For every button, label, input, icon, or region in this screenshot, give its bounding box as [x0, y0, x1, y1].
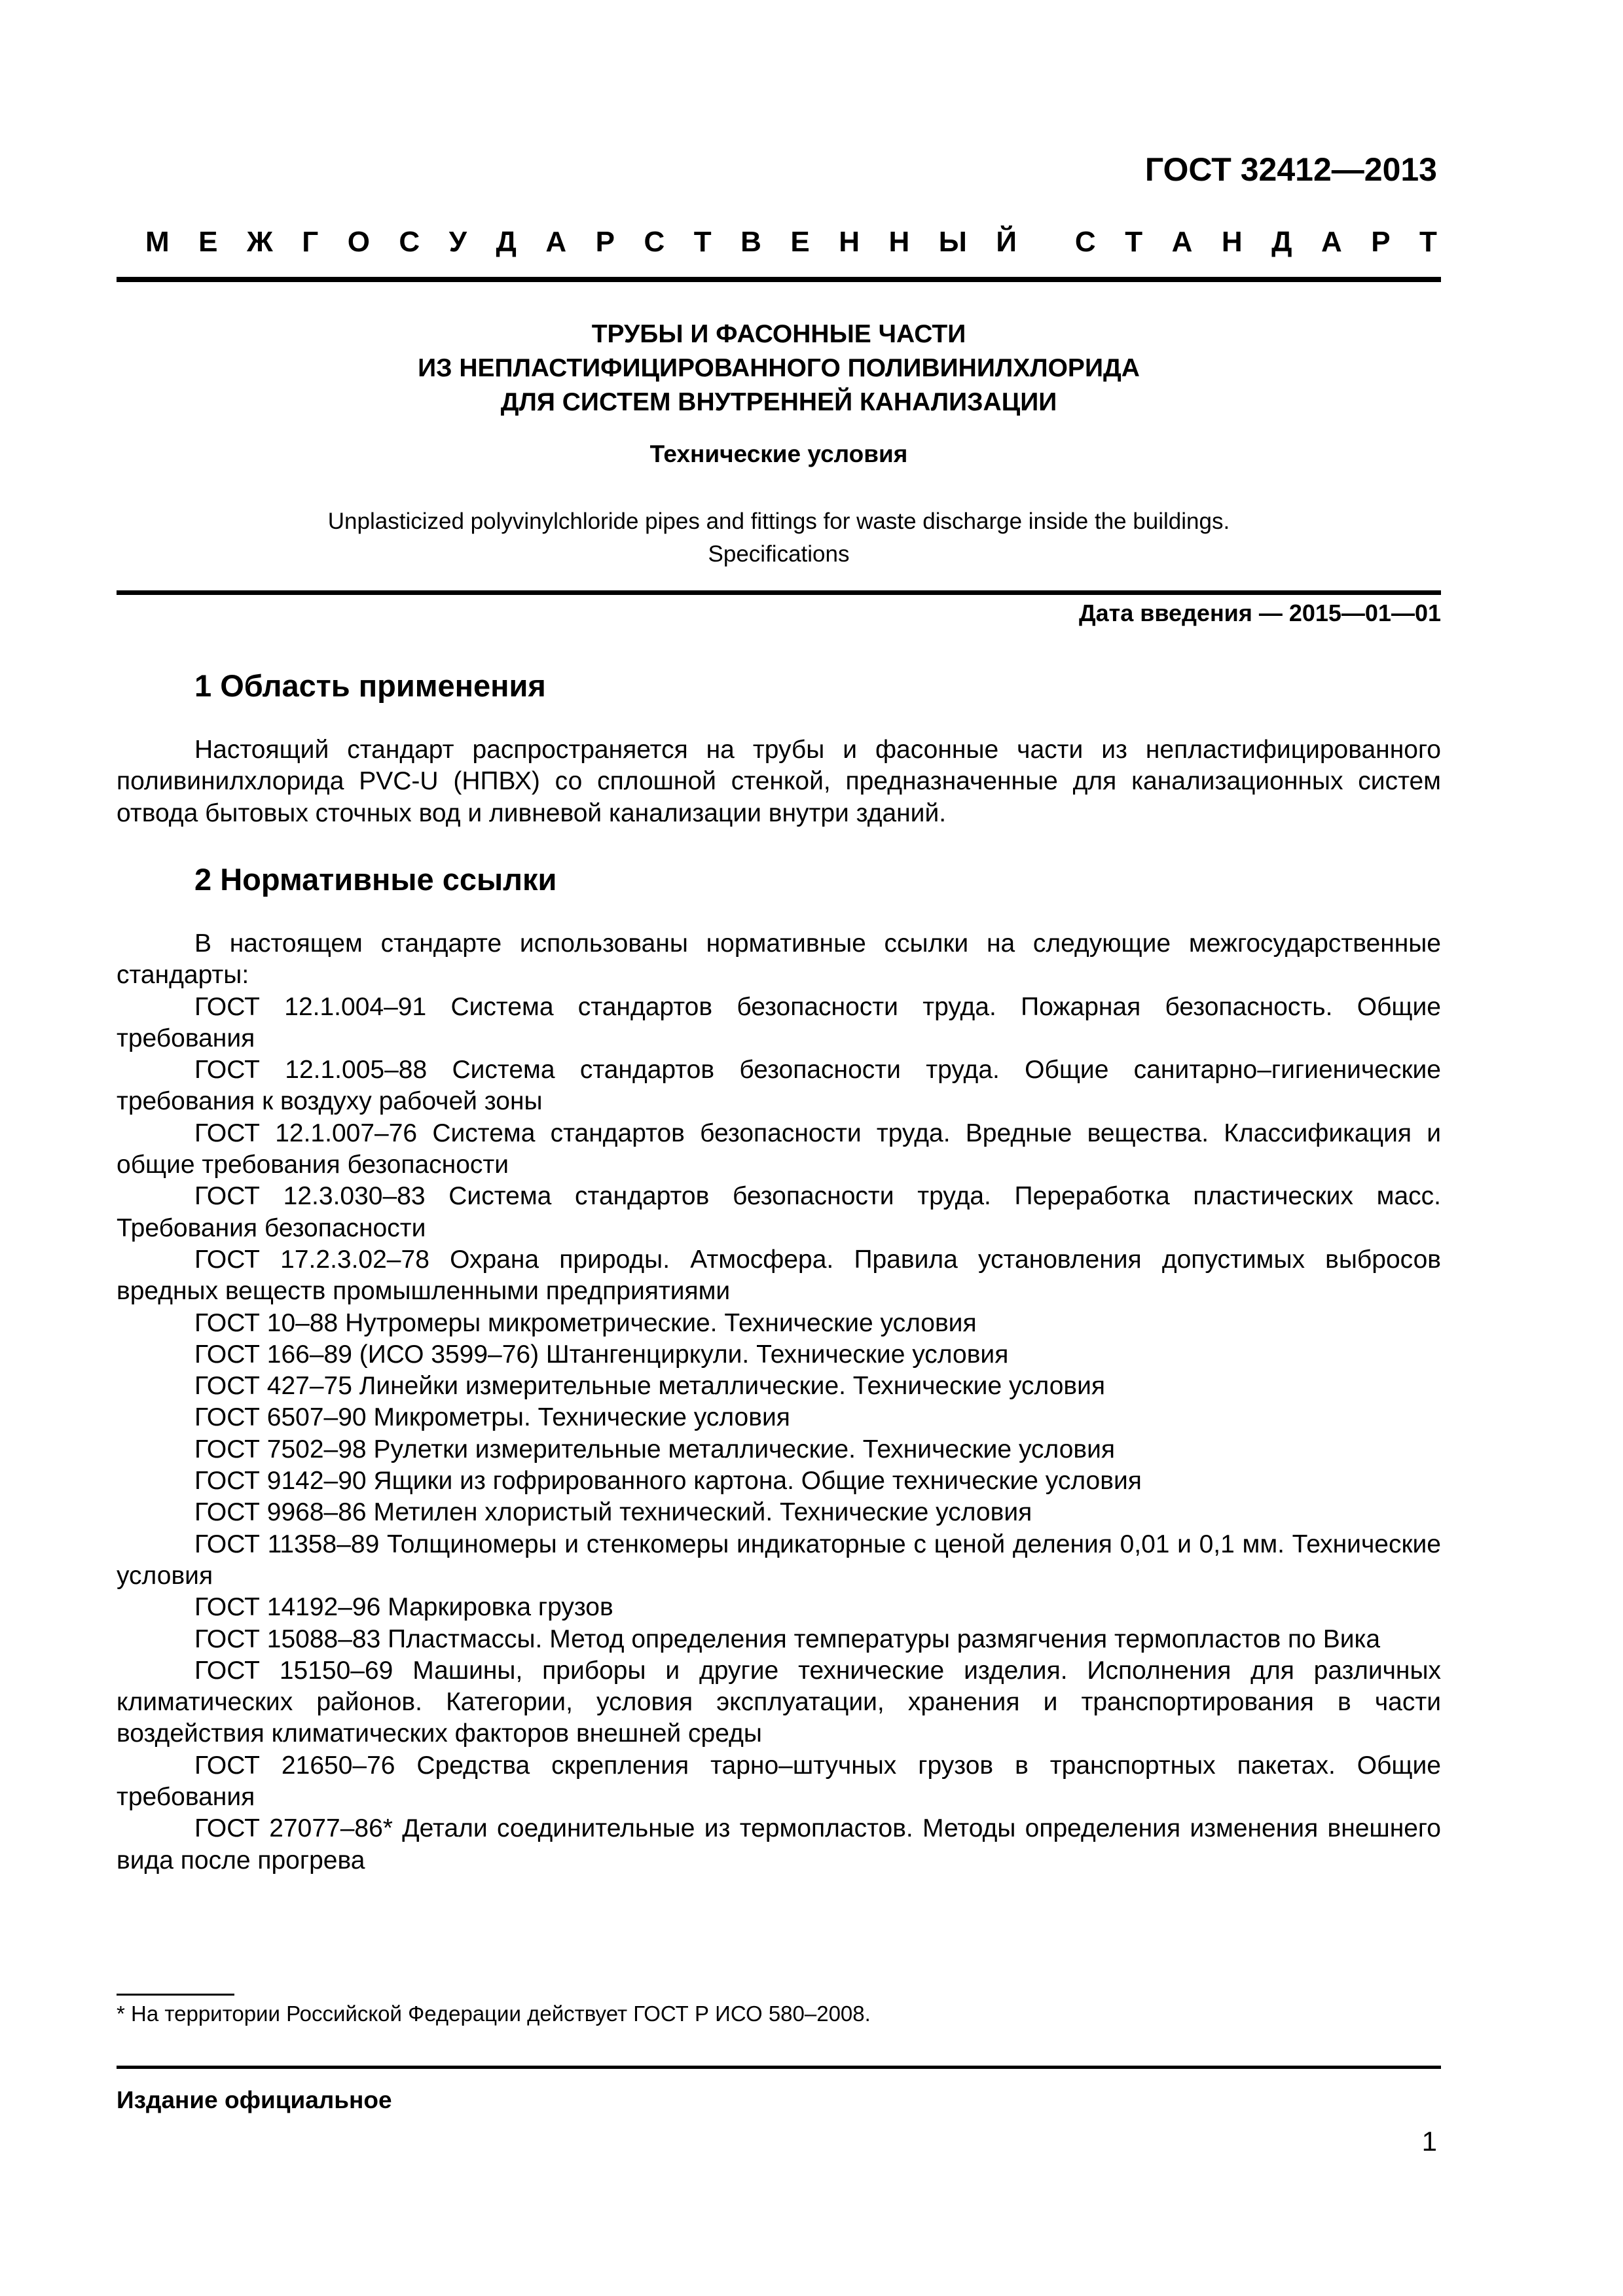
edition-label: Издание официальное — [117, 2087, 392, 2113]
title-line: ДЛЯ СИСТЕМ ВНУТРЕННЕЙ КАНАЛИЗАЦИИ — [500, 388, 1057, 416]
document-subtitle: Технические условия — [649, 440, 908, 467]
reference-item: ГОСТ 15150–69 Машины, приборы и другие технические изделия. Исполнения для различных климатических районов. Категории, условия эксплуатации, хранения и транспортирования в части воздействия климатических факторов внешней среды — [117, 1656, 1441, 1748]
heading-letter: Е — [790, 226, 810, 258]
english-title-line: Specifications — [708, 541, 850, 567]
heading-letter: С — [644, 226, 665, 258]
normative-references — [117, 928, 1441, 1876]
paragraph: Настоящий стандарт распространяется на трубы и фасонные части из непластифицированного поливинилхлорида PVC-U (НПВХ) со сплошной стенкой, предназначенные для канализационных систем отвода бытовых сточных вод и ливневой канализации внутри зданий. — [117, 736, 1441, 827]
section-heading-references: 2 Нормативные ссылки — [194, 862, 557, 897]
heading-letter: Р — [1371, 226, 1391, 258]
footnote: * На территории Российской Федерации действует ГОСТ Р ИСО 580–2008. — [117, 2001, 871, 2026]
title-divider — [117, 590, 1441, 595]
heading-letter: Т — [1419, 226, 1437, 258]
document-code: ГОСТ 32412—2013 — [1144, 151, 1437, 188]
heading-letter: В — [740, 226, 761, 258]
reference-item: ГОСТ 10–88 Нутромеры микрометрические. Технические условия — [194, 1308, 977, 1337]
heading-letter: А — [545, 226, 567, 258]
reference-item: ГОСТ 12.1.005–88 Система стандартов безопасности труда. Общие санитарно–гигиенические требования к воздуху рабочей зоны — [117, 1056, 1441, 1116]
reference-item: ГОСТ 6507–90 Микрометры. Технические условия — [194, 1403, 790, 1432]
footer-divider — [117, 2066, 1441, 2069]
reference-item: ГОСТ 9968–86 Метилен хлористый технический. Технические условия — [194, 1498, 1032, 1527]
reference-item: ГОСТ 9142–90 Ящики из гофрированного картона. Общие технические условия — [194, 1467, 1142, 1496]
heading-letter: Р — [595, 226, 615, 258]
english-title-line: Unplasticized polyvinylchloride pipes and fittings for waste discharge inside the buildings. — [327, 509, 1230, 534]
heading-letter: Н — [1221, 226, 1243, 258]
title-line: ИЗ НЕПЛАСТИФИЦИРОВАННОГО ПОЛИВИНИЛХЛОРИДА — [418, 354, 1140, 382]
heading-letter: С — [399, 226, 420, 258]
reference-item: ГОСТ 14192–96 Маркировка грузов — [194, 1593, 613, 1622]
heading-letter: Ы — [938, 226, 967, 258]
heading-letter: М — [145, 226, 170, 258]
reference-item: ГОСТ 166–89 (ИСО 3599–76) Штангенциркули. Технические условия — [194, 1340, 1009, 1369]
reference-item: ГОСТ 12.3.030–83 Система стандартов безопасности труда. Переработка пластических масс. Требования безопасности — [117, 1182, 1441, 1242]
heading-letter: А — [1171, 226, 1193, 258]
section-heading-scope: 1 Область применения — [194, 668, 546, 703]
heading-letter: С — [1074, 226, 1096, 258]
reference-item: ГОСТ 27077–86* Детали соединительные из термопластов. Методы определения изменения внешнего вида после прогрева — [117, 1814, 1441, 1874]
page-number: 1 — [1421, 2126, 1437, 2157]
paragraph: В настоящем стандарте использованы нормативные ссылки на следующие межгосударственные стандарты: — [117, 929, 1441, 990]
heading-letter: Д — [496, 226, 517, 258]
english-title — [117, 505, 1441, 571]
introduction-date: Дата введения — 2015—01—01 — [1078, 600, 1441, 626]
reference-item: ГОСТ 7502–98 Рулетки измерительные металлические. Технические условия — [194, 1435, 1116, 1463]
reference-item: ГОСТ 15088–83 Пластмассы. Метод определения температуры размягчения термопластов по Вика — [194, 1624, 1381, 1653]
heading-letter: Й — [996, 226, 1017, 258]
document-title — [117, 317, 1441, 420]
section-body-scope — [117, 734, 1441, 829]
reference-item: ГОСТ 17.2.3.02–78 Охрана природы. Атмосфера. Правила установления допустимых выбросов вредных веществ промышленными предприятиями — [117, 1245, 1441, 1306]
reference-item: ГОСТ 12.1.007–76 Система стандартов безопасности труда. Вредные вещества. Классификация и общие требования безопасности — [117, 1119, 1441, 1179]
heading-letter: Н — [839, 226, 860, 258]
header-divider — [117, 277, 1441, 282]
reference-item: ГОСТ 427–75 Линейки измерительные металлические. Технические условия — [194, 1372, 1106, 1401]
heading-letter: Г — [302, 226, 319, 258]
heading-letter: О — [347, 226, 370, 258]
heading-letter: Т — [693, 226, 712, 258]
reference-item: ГОСТ 11358–89 Толщиномеры и стенкомеры индикаторные с ценой деления 0,01 и 0,1 мм. Технические условия — [117, 1530, 1441, 1590]
title-line: ТРУБЫ И ФАСОННЫЕ ЧАСТИ — [591, 320, 966, 348]
heading-letter: А — [1321, 226, 1342, 258]
footnote-divider — [117, 1994, 234, 1996]
heading-letter: Е — [198, 226, 218, 258]
reference-item: ГОСТ 12.1.004–91 Система стандартов безопасности труда. Пожарная безопасность. Общие требования — [117, 992, 1441, 1052]
reference-item: ГОСТ 21650–76 Средства скрепления тарно–штучных грузов в транспортных пакетах. Общие требования — [117, 1751, 1441, 1812]
interstate-standard-heading — [145, 226, 1437, 259]
heading-letter: У — [448, 226, 467, 258]
heading-letter: Н — [888, 226, 910, 258]
heading-letter: Д — [1271, 226, 1292, 258]
heading-letter: Т — [1125, 226, 1143, 258]
heading-letter: Ж — [246, 226, 273, 258]
